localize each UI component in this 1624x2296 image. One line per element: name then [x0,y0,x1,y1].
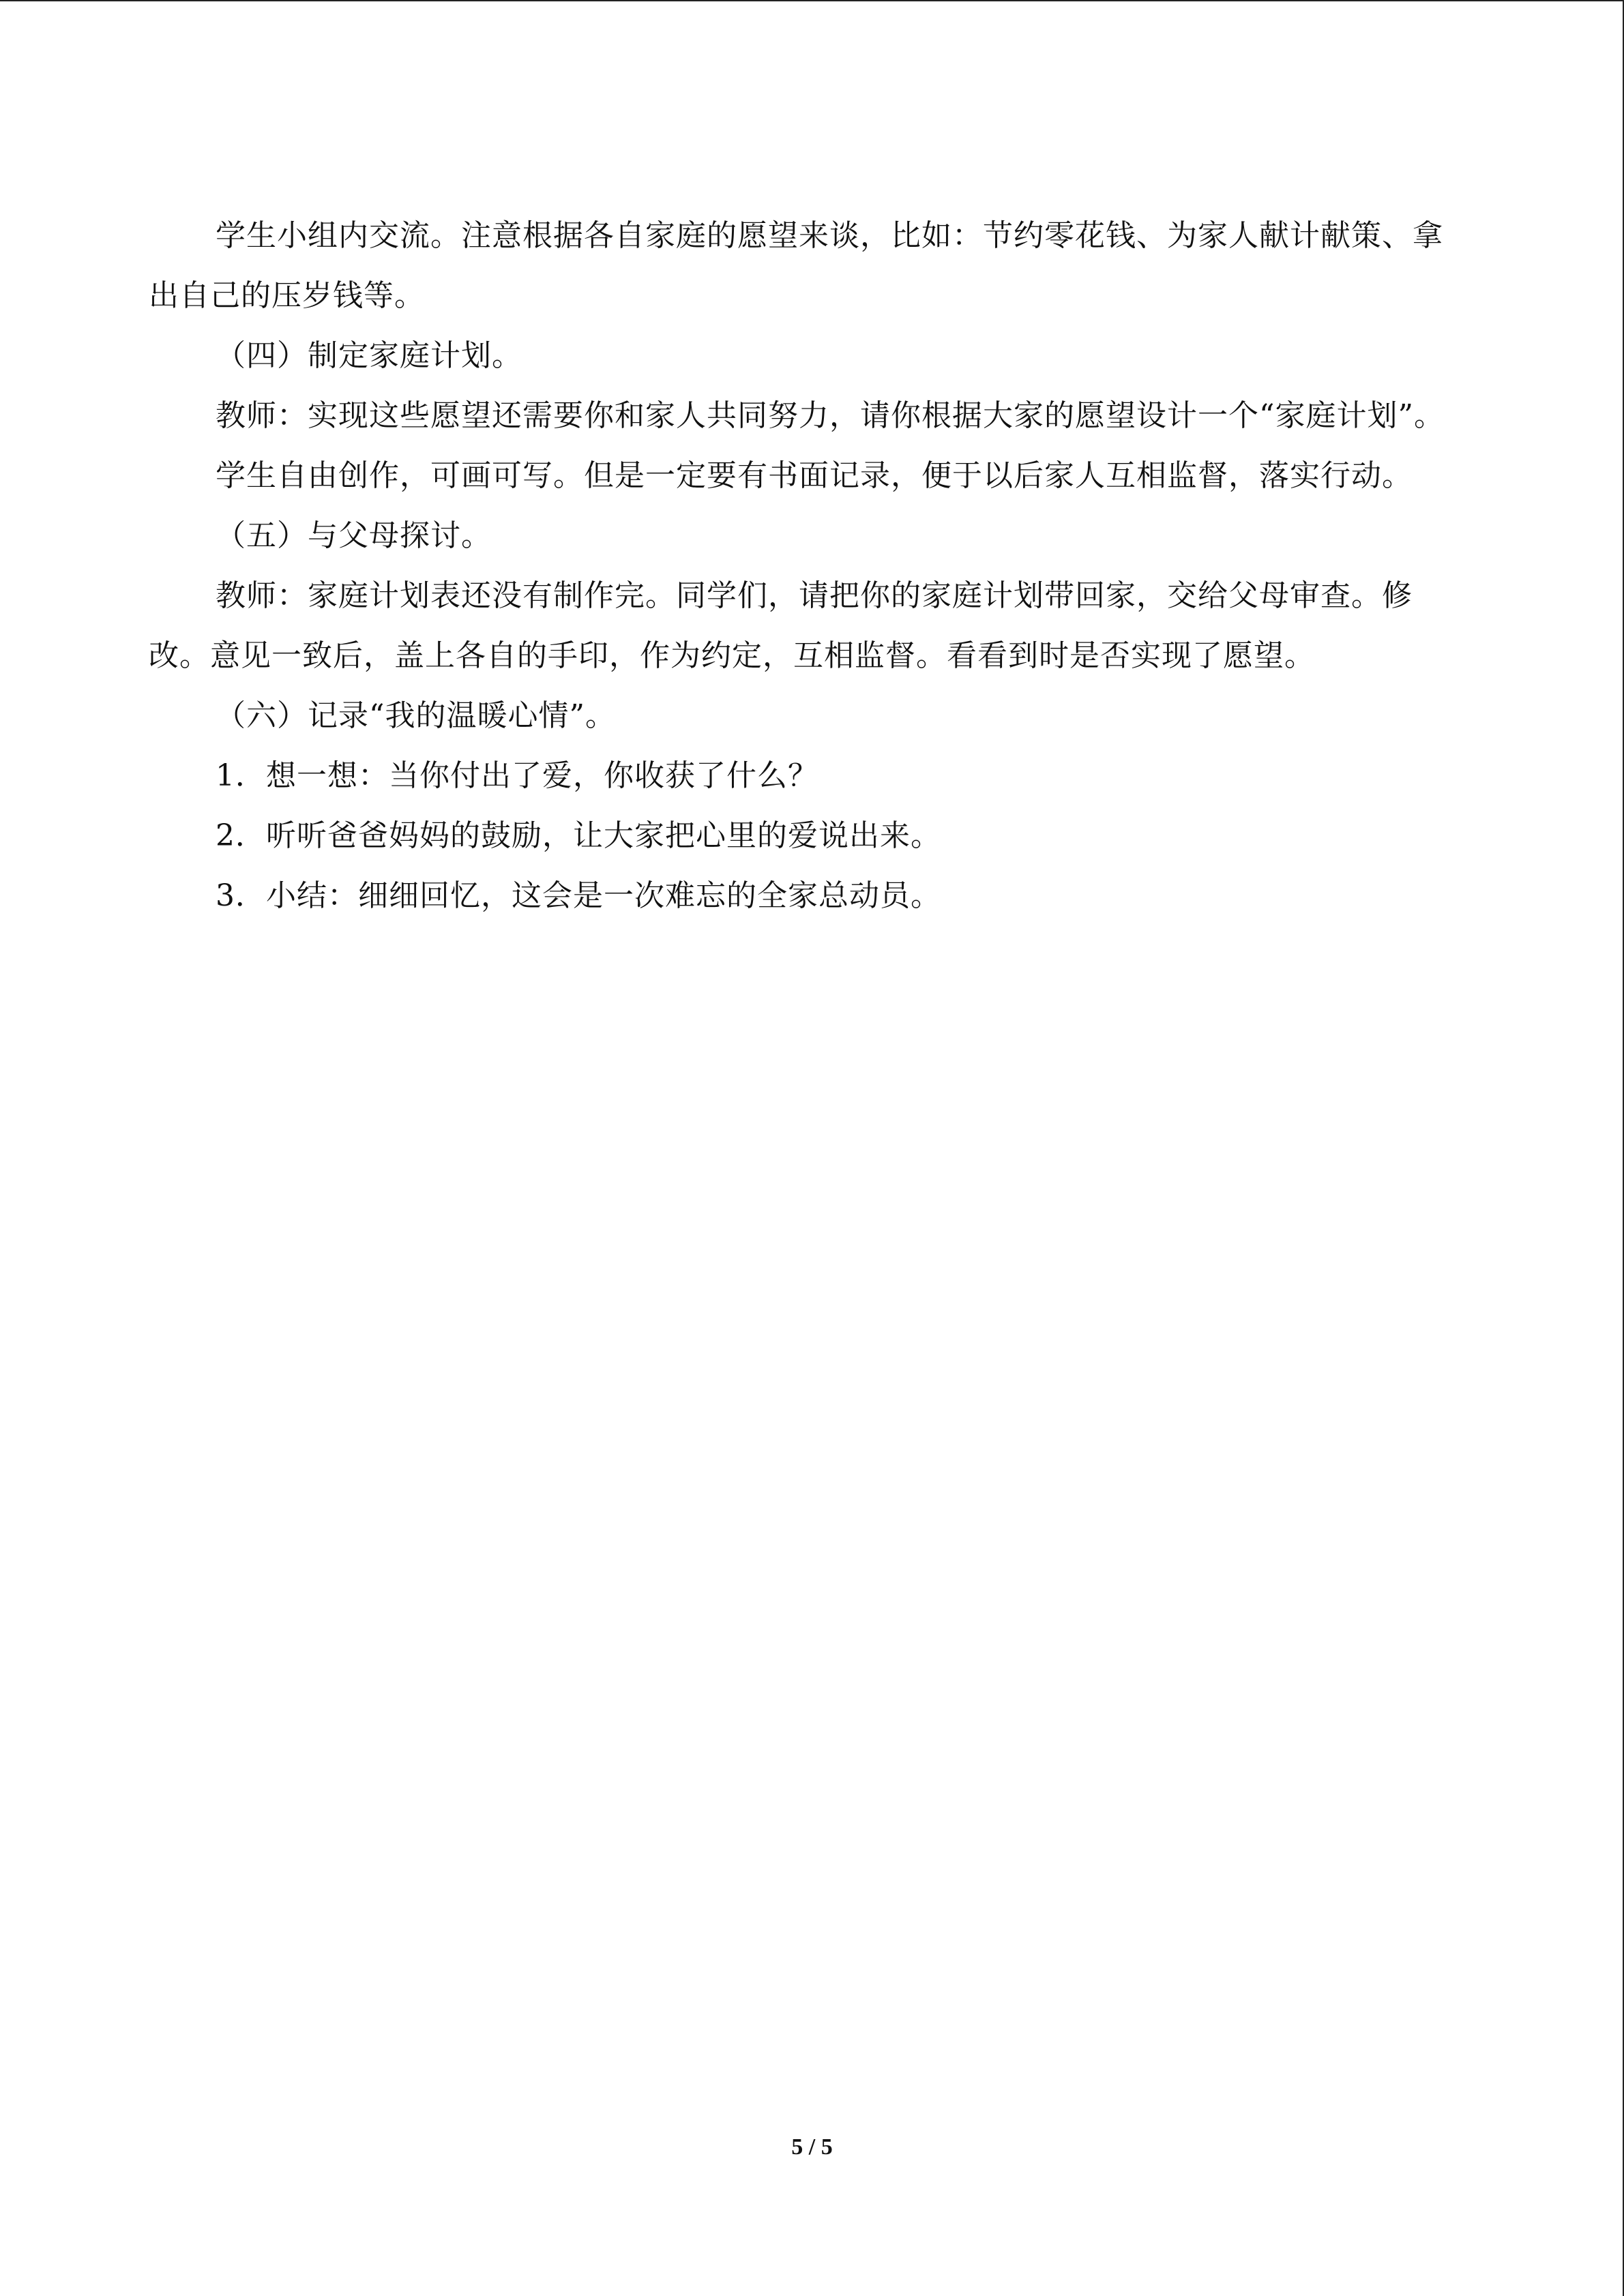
list-item-1: 1．想一想：当你付出了爱，你收获了什么？ [216,758,818,793]
paragraph-group-discussion: 学生小组内交流。注意根据各自家庭的愿望来谈，比如：节约零花钱、为家人献计献策、拿出自己的压岁钱等。 [149,218,1443,313]
list-item-3: 3．小结：细细回忆，这会是一次难忘的全家总动员。 [216,878,941,913]
paragraph-teacher-review: 教师：家庭计划表还没有制作完。同学们，请把你的家庭计划带回家，交给父母审查。修改。意见一致后，盖上各自的手印，作为约定，互相监督。看看到时是否实现了愿望。 [149,578,1413,673]
paragraph-student-create: 学生自由创作，可画可写。但是一定要有书面记录，便于以后家人互相监督，落实行动。 [216,458,1413,493]
section-heading-discuss-parents: （五）与父母探讨。 [216,518,492,553]
section-heading-family-plan: （四）制定家庭计划。 [216,338,522,373]
section-heading-warm-mood: （六）记录“我的温暖心情”。 [216,698,616,733]
document-body [149,206,1465,926]
paragraph-teacher-plan: 教师：实现这些愿望还需要你和家人共同努力，请你根据大家的愿望设计一个“家庭计划”。 [216,398,1445,433]
page-number: 5 / 5 [791,2134,833,2160]
list-item-2: 2．听听爸爸妈妈的鼓励，让大家把心里的爱说出来。 [216,818,941,853]
